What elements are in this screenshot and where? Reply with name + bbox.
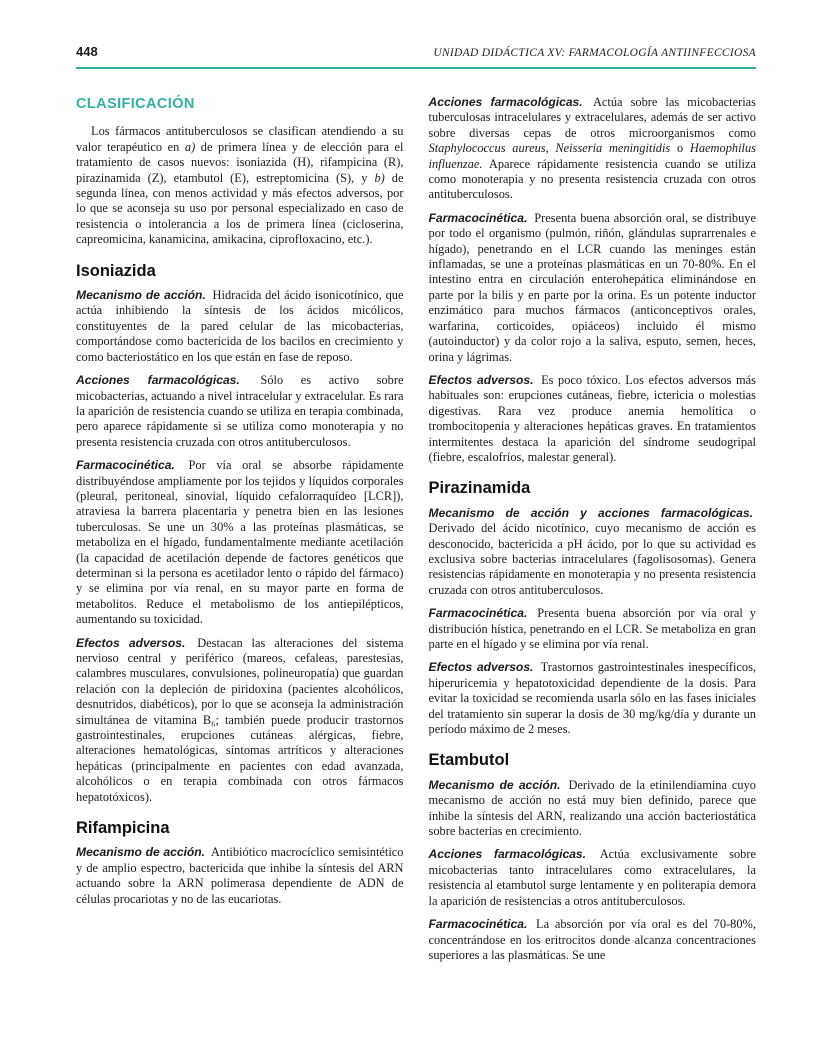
species-names-b: Haemophilus influenzae. bbox=[428, 141, 756, 171]
isoniazida-farmacocinetica-paragraph bbox=[76, 458, 404, 627]
pirazinamida-mecanismo-acciones-paragraph bbox=[429, 506, 757, 598]
paragraph-label-acciones: Acciones farmacológicas. bbox=[76, 373, 240, 388]
intro-text-3: de segunda línea, con menos actividad y más efectos adversos, por lo que se aconseja su uso por personal especializado en caso de resistencia o intolerancia a los de primera línea (cicloserina, capreomicina, kanamicina, amikacina, ciprofloxacino, etc.). bbox=[76, 170, 404, 247]
etambutol-acciones-paragraph bbox=[429, 847, 757, 909]
isoniazida-acciones-paragraph bbox=[76, 373, 404, 450]
acciones-conjunction: o bbox=[670, 141, 690, 156]
page-number: 448 bbox=[76, 44, 98, 59]
paragraph-text: Antibiótico macrocíclico semisintético y de amplio espectro, bactericida que inhibe la síntesis del ARN actuando sobre la ARN polimerasa dependiente de ADN de células procariotas y no de las eucariotas. bbox=[76, 845, 404, 906]
etambutol-mecanismo-paragraph bbox=[429, 778, 757, 840]
section-title-pirazinamida: Pirazinamida bbox=[428, 479, 531, 498]
section-title-rifampicina: Rifampicina bbox=[76, 819, 170, 838]
paragraph-label-mecanismo: Mecanismo de acción. bbox=[76, 845, 206, 860]
paragraph-text: Presenta buena absorción por vía oral y distribución hística, penetrando en el LCR. Se metaboliza en gran parte en el hígado y se elimina por vía renal. bbox=[428, 606, 756, 651]
page-header bbox=[76, 44, 756, 59]
etambutol-farmacocinetica-paragraph bbox=[429, 917, 757, 963]
paragraph-label-efectos: Efectos adversos. bbox=[428, 660, 534, 675]
rifampicina-efectos-paragraph bbox=[429, 373, 757, 465]
paragraph-text: Sólo es activo sobre micobacterias, actuando a nivel intracelular y extracelular. Es rara la aparición de resistencia cuando se utiliza en terapia combinada, pero aparece rápidamente si se utiliza como monoterapia y no presenta resistencia cruzada con otros antituberculosos. bbox=[76, 373, 404, 449]
paragraph-label-acciones: Acciones farmacológicas. bbox=[428, 847, 587, 862]
paragraph-text: Derivado de la etinilendiamina cuyo mecanismo de acción no está muy bien definido, parece que inhibe la síntesis del ARN, realizando una acción bacteriostática sobre bacterias en crecimiento. bbox=[428, 777, 756, 839]
right-column bbox=[429, 95, 757, 971]
running-head: UNIDAD DIDÁCTICA XV: FARMACOLOGÍA ANTIINFECCIOSA bbox=[433, 47, 756, 59]
intro-text-1: Los fármacos antituberculosos se clasifican atendiendo a su valor terapéutico en bbox=[76, 124, 404, 154]
isoniazida-efectos-paragraph bbox=[76, 636, 404, 805]
section-title-clasificacion: CLASIFICACIÓN bbox=[76, 96, 195, 112]
paragraph-text: Derivado del ácido nicotínico, cuyo mecanismo de acción es desconocido, bactericida a pH ácido, por lo que su actividad es exclusiva sobre bacterias intracelulares (fagolisosomas). Genera resistencias rápidamente en monoterapia y no presenta resistencia cruzada con otros antituberculosos. bbox=[428, 521, 756, 597]
paragraph-text bbox=[429, 95, 757, 201]
paragraph-label-efectos: Efectos adversos. bbox=[428, 372, 534, 387]
paragraph-label-farmacocinetica: Farmacocinética. bbox=[428, 606, 528, 621]
section-title-etambutol: Etambutol bbox=[428, 751, 510, 770]
paragraph-label-mecanismo: Mecanismo de acción. bbox=[428, 777, 561, 792]
species-names-a: Staphylococcus aureus, Neisseria meningitidis bbox=[428, 141, 671, 156]
paragraph-text: Presenta buena absorción oral, se distribuye por todo el organismo (pulmón, riñón, glándulas suprarrenales e hígado), penetrando en el LCR cuando las meninges están inflamadas, se une a proteínas plasmáticas en un 70-80%. En el intestino entra en circulación enterohepática eliminándose en parte por la bilis y en parte por la orina. Es un potente inductor enzimático para muchos fármacos (anticonceptivos orales, warfarina, corticoides, opiáceos) incluido él mismo (autoinductor) y da color rojo a la saliva, esputo, semen, heces, orina y lágrimas. bbox=[428, 210, 756, 364]
clasificacion-intro-paragraph bbox=[76, 124, 404, 247]
paragraph-label-acciones: Acciones farmacológicas. bbox=[428, 95, 583, 109]
intro-text-2: de primera línea y de elección para el tratamiento de casos nuevos: isoniazida (H), rifampicina (R), pirazinamida (Z), etambutol (E), estreptomicina (S), y bbox=[76, 139, 404, 185]
pirazinamida-efectos-paragraph bbox=[429, 660, 757, 737]
paragraph-text: Hidracida del ácido isonicotínico, que actúa inhibiendo la síntesis de los ácidos micólicos, constituyentes de la pared celular de las micobacterias, comportándose como bactericida de los bacilos en crecimiento y como bacteriostático en los que están en fase de reposo. bbox=[76, 288, 404, 364]
paragraph-label-farmacocinetica: Farmacocinética. bbox=[76, 458, 175, 473]
isoniazida-mecanismo-paragraph bbox=[76, 288, 404, 365]
acciones-text-after: Aparece rápidamente resistencia cuando se utiliza como monoterapia y no presenta resistencia cruzada con otros antituberculosos. bbox=[428, 156, 756, 202]
paragraph-label-mecanismo: Mecanismo de acción. bbox=[76, 288, 206, 303]
rifampicina-acciones-paragraph bbox=[429, 95, 757, 203]
left-column bbox=[76, 95, 404, 971]
paragraph-label-farmacocinetica: Farmacocinética. bbox=[428, 210, 528, 225]
paragraph-text: La absorción por vía oral es del 70-80%, concentrándose en los eritrocitos donde alcanza concentraciones superiores a las plasmáticas. Se une bbox=[428, 917, 756, 962]
paragraph-label-efectos: Efectos adversos. bbox=[76, 635, 186, 650]
acciones-text-before: Actúa sobre las micobacterias tuberculosas intracelulares y extracelulares, además de ser activo sobre diversas cepas de otros microorganismos como bbox=[428, 95, 756, 140]
paragraph-text: Trastornos gastrointestinales inespecíficos, hiperuricemia y hepatotoxicidad dependiente de la dosis. Para evitar la toxicidad se recomienda usarla sólo en las fases iniciales del tratamiento sin superar la dosis de 30 mg/kg/día y durante un período máximo de 2 meses. bbox=[428, 660, 756, 737]
paragraph-text: Es poco tóxico. Los efectos adversos más habituales son: erupciones cutáneas, fiebre, ictericia o molestias digestivas. Rara vez produce anemia hemolítica o trombocitopenia y alteraciones hepáticas graves. En tratamientos intermitentes destaca la aparición del síndrome seudogripal (fiebre, escalofríos, malestar general). bbox=[428, 372, 756, 464]
rifampicina-mecanismo-paragraph bbox=[76, 845, 404, 907]
paragraph-text: Destacan las alteraciones del sistema nervioso central y periférico (mareos, cefaleas, parestesias, calambres musculares, convulsiones, polineuropatía) que guardan relación con la depleción de piridoxina (pacientes alcohólicos, desnutridos, diabéticos), por lo que se aconseja la administración simultánea de vitamina B₆; también puede producir trastornos gastrointestinales, erupciones cutáneas alérgicas, fiebre, alteraciones hematológicas, síntomas artríticos y alteraciones hepáticas (principalmente en pacientes con edad avanzada, alcohólicos o en terapia combinada con otros fármacos hepatotóxicos). bbox=[76, 635, 404, 804]
rifampicina-farmacocinetica-paragraph bbox=[429, 211, 757, 365]
section-title-isoniazida: Isoniazida bbox=[76, 261, 156, 280]
pirazinamida-farmacocinetica-paragraph bbox=[429, 606, 757, 652]
paragraph-label-farmacocinetica: Farmacocinética. bbox=[428, 917, 528, 932]
paragraph-text: Actúa exclusivamente sobre micobacterias tanto intracelulares como extracelulares, la resistencia al etambutol surge lentamente y en politerapia demora la aparición de resistencias a otros antituberculosos. bbox=[428, 847, 757, 908]
paragraph-text: Por vía oral se absorbe rápidamente distribuyéndose ampliamente por los tejidos y líquidos corporales (pleural, peritoneal, sinovial, líquido cefalorraquídeo [LCR]), atraviesa la barrera placentaria y penetra bien en las lesiones tuberculosas. Se une un 30% a las proteínas plasmáticas, se metaboliza en el hígado, fundamentalmente mediante acetilación (la capacidad de acetilación depende de factores genéticos que determinan si la persona es acetilador lento o rápido del fármaco) y se elimina por vía renal, en su mayor parte en forma de metabolitos. Reduce el metabolismo de los antiepilépticos, aumentando su toxicidad. bbox=[76, 458, 404, 627]
two-column-layout bbox=[76, 95, 756, 971]
paragraph-label-mecanismo-acciones: Mecanismo de acción y acciones farmacológicas. bbox=[428, 505, 753, 520]
header-rule bbox=[76, 67, 756, 69]
intro-emph-a: a) bbox=[184, 139, 196, 154]
intro-emph-b: b) bbox=[374, 170, 385, 185]
